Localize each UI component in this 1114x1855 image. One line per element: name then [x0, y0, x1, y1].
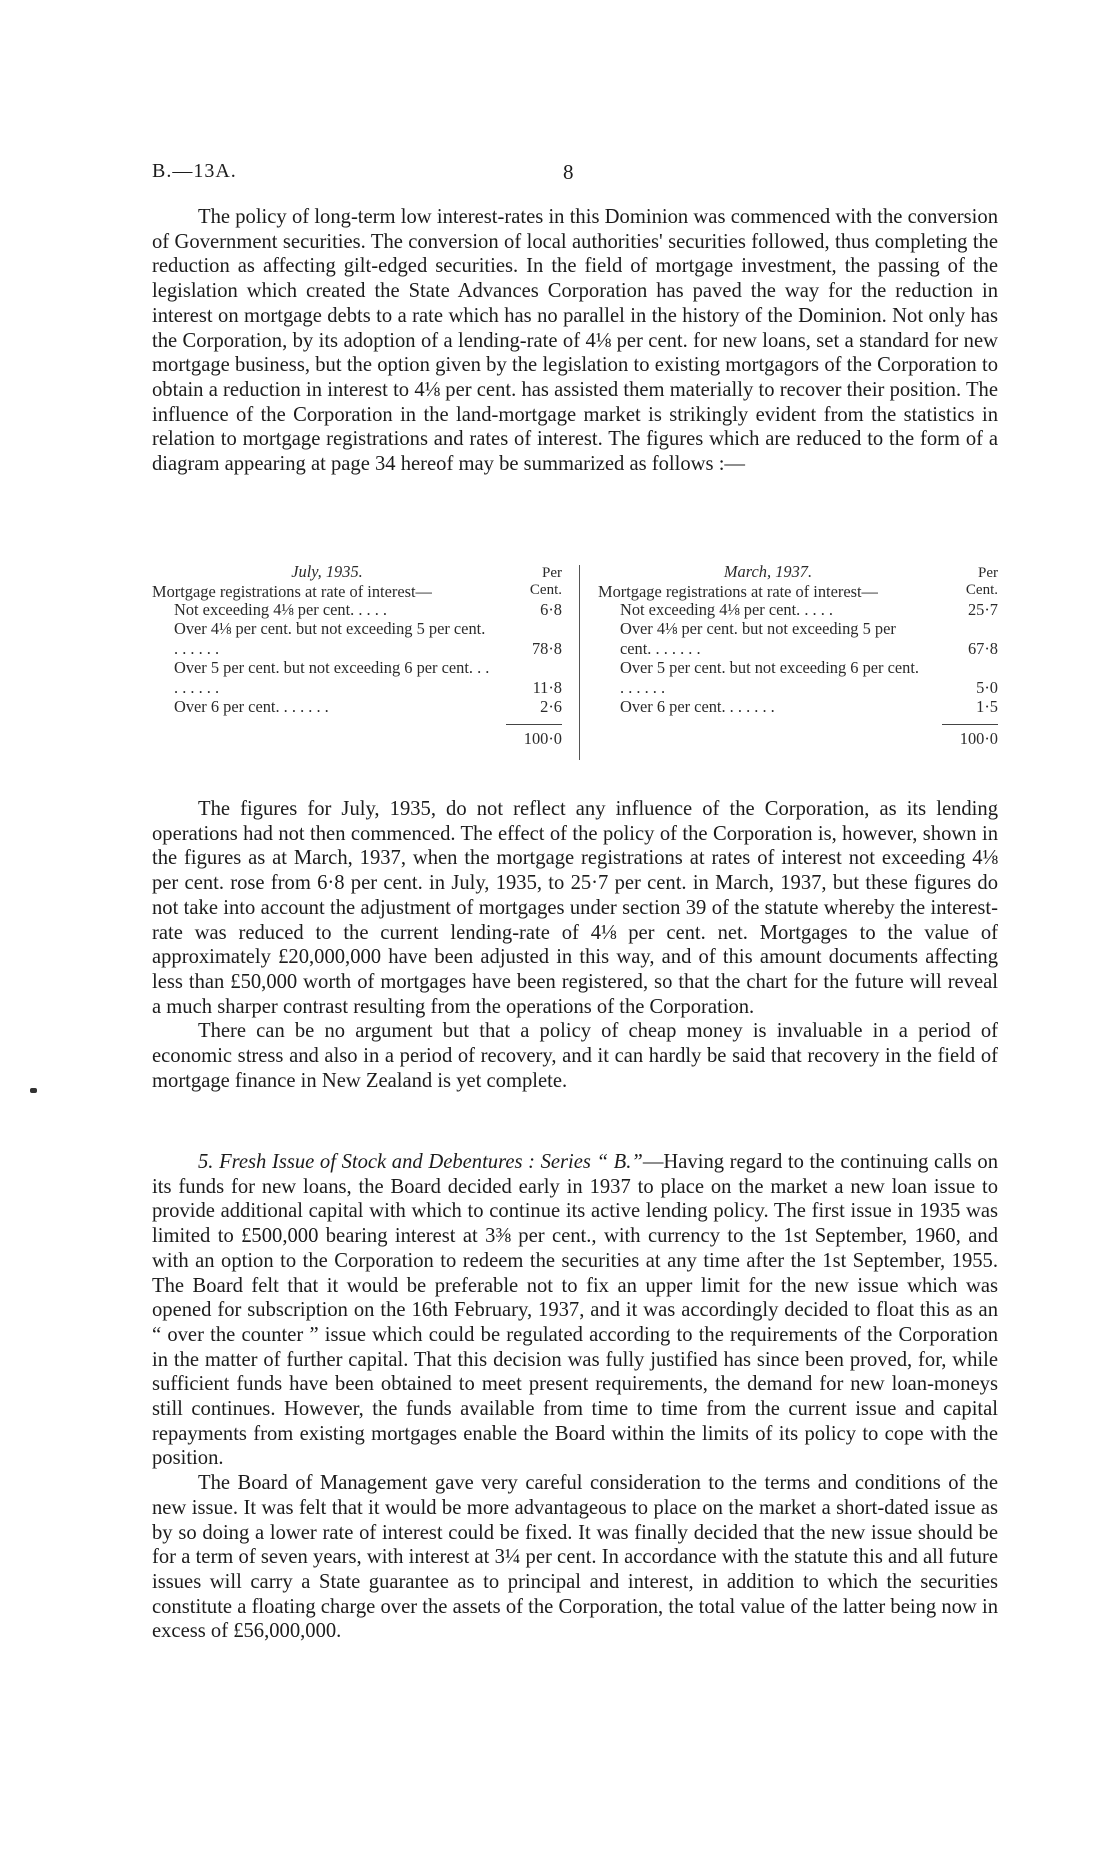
paragraph-text: The Board of Management gave very careful consideration to the terms and conditions of the new issue. It was felt that it would be more advantageous to place on the market a short-dated issue as by so doing a lower rate of interest could be fixed. It was finally decided that the new issue should be for a term of seven years, with interest at 3¼ per cent. In accordance with the statute this and all future issues will carry a State guarantee as to principal and interest, in addition to which the securities constitute a floating charge over the assets of the Corporation, the total value of the latter being now in excess of £56,000,000. — [152, 1472, 998, 1643]
table-intro: Mortgage registrations at rate of interest— — [152, 582, 432, 601]
paragraph-text: The figures for July, 1935, do not reflect any influence of the Corporation, as its lending operations had not then commenced. The effect of the policy of the Corporation is, however, shown in the figures as at March, 1937, when the mortgage registrations at rates of interest not exceeding 4⅛ per cent. rose from 6·8 per cent. in July, 1935, to 25·7 per cent. in March, 1937, but these figures do not take into account the adjustment of mortgages under section 39 of the statute whereby the interest-rate was reduced to the current lending-rate of 4⅛ per cent. net. Mortgages to the value of approximately £20,000,000 have been adjusted in this way, and of this amount documents affecting less than £50,000 worth of mortgages have been registered, so that the chart for the future will reveal a much sharper contrast resulting from the operations of the Corporation. — [152, 798, 998, 1018]
paragraph-fresh-issue — [152, 1150, 998, 1644]
paragraph-figures — [152, 797, 998, 1093]
paragraph-text: There can be no argument but that a policy of cheap money is invaluable in a period of economic stress and also in a period of recovery, and it can hardly be said that recovery in the field of mortgage finance in New Zealand is yet complete. — [152, 1020, 998, 1092]
paragraph-text: The policy of long-term low interest-rates in this Dominion was commenced with the conversion of Government securities. The conversion of local authorities' securities followed, thus completing the reduction as affecting gilt-edged securities. In the field of mortgage investment, the passing of the legislation which created the State Advances Corporation has paved the way for the reduction in interest on mortgage debts to a rate which has no parallel in the history of the Dominion. Not only has the Corporation, by its adoption of a lending-rate of 4⅛ per cent. for new loans, set a standard for new mortgage business, but the option given by the legislation to existing mortgagors of the Corporation to obtain a reduction in interest to 4⅛ per cent. has assisted them materially to recover their position. The influence of the Corporation in the land-mortgage market is strikingly evident from the statistics in relation to mortgage registrations and rates of interest. The figures which are reduced to the form of a diagram appearing at page 34 hereof may be summarized as follows :— — [152, 206, 998, 476]
table-date: July, 1935. — [291, 562, 363, 581]
table-row: Not exceeding 4⅛ per cent. . . . . 25·7 — [620, 600, 998, 619]
table-intro: Mortgage registrations at rate of interest— — [598, 582, 878, 601]
paragraph-policy — [152, 205, 998, 477]
per-cent-header: Per Cent. — [965, 565, 998, 598]
table-total: 100·0 — [942, 724, 998, 748]
table-july-1935 — [152, 562, 562, 749]
document-reference: B.—13A. — [152, 160, 237, 182]
table-total: 100·0 — [506, 724, 562, 748]
table-divider — [579, 565, 580, 760]
table-row: Over 4⅛ per cent. but not exceeding 5 per cent. . . . . . . 78·8 — [174, 619, 562, 658]
paragraph-text: 5. Fresh Issue of Stock and Debentures : Series “ B.”—Having regard to the continuing calls on its funds for new loans, the Board decided early in 1937 to place on the market a new loan issue to provide additional capital with which to continue its active lending policy. The first issue in 1935 was limited to £500,000 bearing interest at 3⅜ per cent., with currency to the 1st September, 1960, and with an option to the Corporation to redeem the securities at any time after the 1st September, 1955. The Board felt that it would be preferable not to fix an upper limit for the new issue which was opened for subscription on the 16th February, 1937, and it was accordingly decided to float this as an “ over the counter ” issue which could be regulated according to the requirements of the Corporation in the matter of further capital. That this decision was fully justified has since been proved, for, while sufficient funds have been obtained to meet present requirements, the demand for new loan-moneys still continues. However, the funds available from time to time from the current issue and capital repayments from existing mortgages enable the Board within the limits of its policy to cope with the position. — [152, 1151, 999, 1470]
table-row: Over 4⅛ per cent. but not exceeding 5 per cent. . . . . . . 67·8 — [620, 619, 998, 658]
per-cent-header: Per Cent. — [529, 565, 562, 598]
section-heading: 5. Fresh Issue of Stock and Debentures : Series “ B.” — [198, 1151, 643, 1173]
table-row: Not exceeding 4⅛ per cent. . . . . 6·8 — [174, 600, 562, 619]
table-date: March, 1937. — [723, 562, 813, 581]
table-row: Over 6 per cent. . . . . . . 1·5 — [620, 697, 998, 717]
table-row: Over 5 per cent. but not exceeding 6 per cent. . . . . . . . . 11·8 — [174, 658, 562, 697]
table-row: Over 5 per cent. but not exceeding 6 per cent. . . . . . . 5·0 — [620, 658, 998, 697]
margin-mark — [30, 1088, 37, 1093]
table-row: Over 6 per cent. . . . . . . 2·6 — [174, 697, 562, 717]
table-march-1937 — [598, 562, 998, 749]
page-number: 8 — [563, 160, 574, 184]
